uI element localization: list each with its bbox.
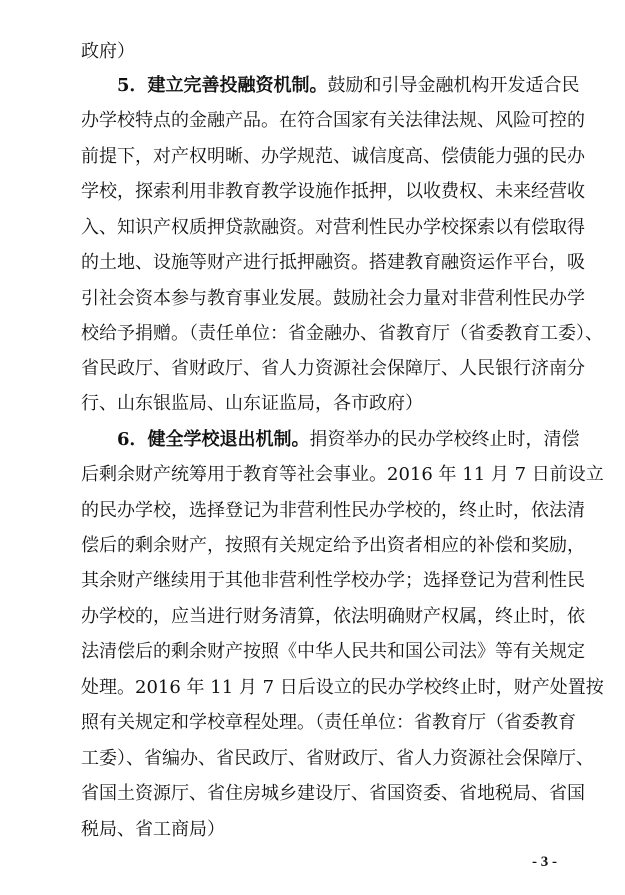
- section-5-line-9: 省民政厅、省财政厅、省人力资源社会保障厅、人民银行济南分: [81, 358, 585, 379]
- section-6-line-8: 处理。2016 年 11 月 7 日后设立的民办学校终止时，财产处置按: [81, 677, 604, 698]
- section-6-line-6: 办学校的，应当进行财务清算，依法明确财产权属，终止时，依: [81, 606, 585, 627]
- section-6-line-4: 偿后的剩余财产，按照有关规定给予出资者相应的补偿和奖励，: [81, 535, 585, 556]
- section-5-line-4: 学校，探索利用非教育教学设施作抵押，以收费权、未来经营收: [81, 181, 585, 202]
- section-6-line-1: [117, 428, 580, 452]
- continuation-text: 政府）: [81, 41, 135, 62]
- section-6-line-9: 照有关规定和学校章程处理。（责任单位：省教育厅（省委教育: [81, 712, 576, 733]
- section-5-line-5: 入、知识产权质押贷款融资。对营利性民办学校探索以有偿取得: [81, 217, 585, 238]
- section-6-line-10: 工委）、省编办、省民政厅、省财政厅、省人力资源社会保障厅、: [81, 748, 594, 769]
- section-5-line-1: [117, 74, 580, 98]
- section-5-line-10: 行、山东银监局、山东证监局，各市政府）: [81, 393, 423, 414]
- section-6-text: 捐资举办的民办学校终止时，清偿: [309, 429, 580, 450]
- section-5-line-6: 的土地、设施等财产进行抵押融资。搭建教育融资运作平台，吸: [81, 252, 585, 273]
- section-5-text: 鼓励和引导金融机构开发适合民: [327, 75, 580, 96]
- section-5-line-7: 引社会资本参与教育事业发展。鼓励社会力量对非营利性民办学: [81, 288, 585, 309]
- section-6-line-3: 的民办学校，选择登记为非营利性民办学校的，终止时，依法清: [81, 500, 585, 521]
- page-number: - 3 -: [532, 854, 557, 870]
- section-6-line-11: 省国土资源厅、省住房城乡建设厅、省国资委、省地税局、省国: [81, 783, 585, 804]
- section-5-line-3: 前提下，对产权明晰、办学规范、诚信度高、偿债能力强的民办: [81, 146, 585, 167]
- section-5-line-8: 校给予捐赠。（责任单位：省金融办、省教育厅（省委教育工委）、: [81, 323, 603, 344]
- section-5-heading: 5．建立完善投融资机制。: [117, 75, 328, 96]
- section-6-heading: 6．健全学校退出机制。: [117, 429, 310, 450]
- section-6-line-2: 后剩余财产统筹用于教育等社会事业。2016 年 11 月 7 日前设立: [81, 464, 604, 485]
- section-6-line-12: 税局、省工商局）: [81, 819, 225, 840]
- section-5-line-2: 办学校特点的金融产品。在符合国家有关法律法规、风险可控的: [81, 110, 585, 131]
- section-6-line-5: 其余财产继续用于其他非营利性学校办学；选择登记为营利性民: [81, 570, 585, 591]
- section-6-line-7: 法清偿后的剩余财产按照《中华人民共和国公司法》等有关规定: [81, 641, 585, 662]
